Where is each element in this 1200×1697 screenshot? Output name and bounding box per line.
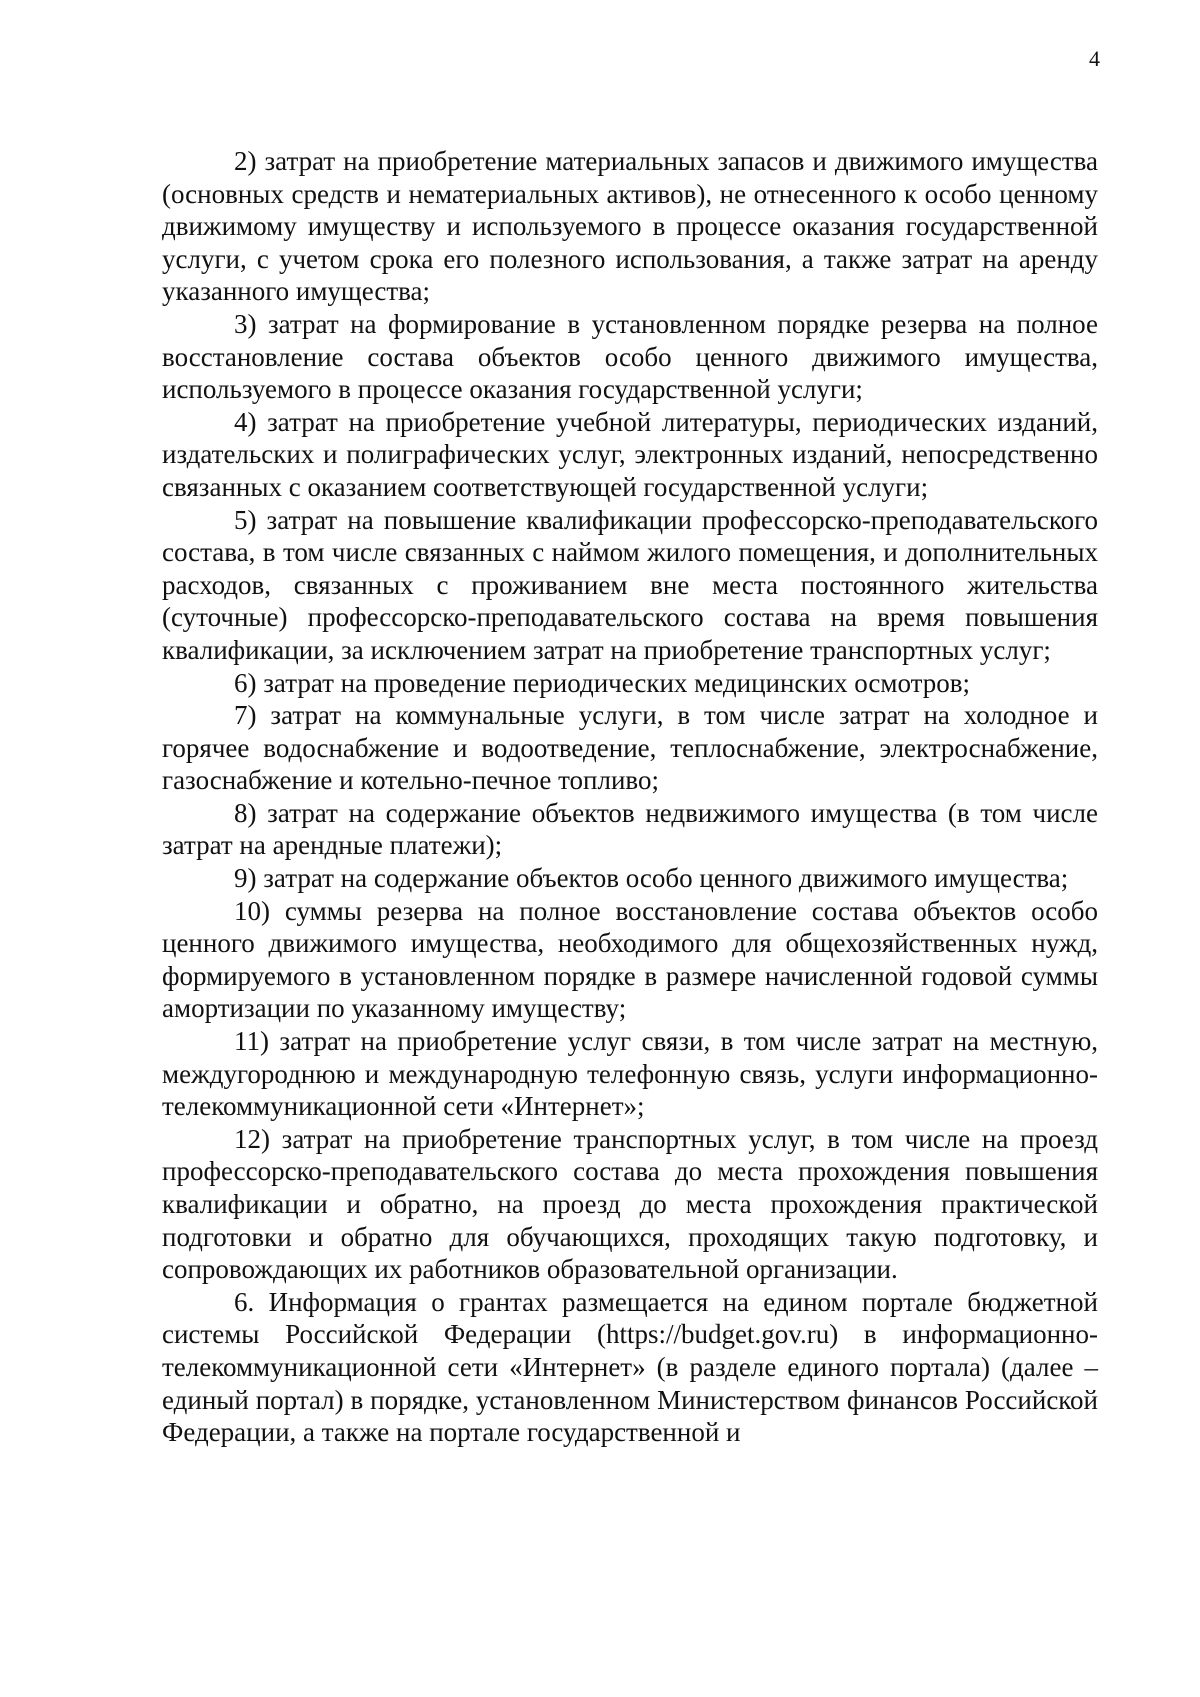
paragraph-item-10: 10) суммы резерва на полное восстановление состава объектов особо ценного движимого имущества, необходимого для общехозяйственных нужд, формируемого в установленном порядке в размере начисленной годовой суммы амортизации по указанному имуществу; (162, 895, 1098, 1024)
paragraph-item-2: 2) затрат на приобретение материальных запасов и движимого имущества (основных средств и нематериальных активов), не отнесенного к особо ценному движимому имуществу и используемого в процессе оказания государственной услуги, с учетом срока его полезного использования, а также затрат на аренду указанного имущества; (162, 146, 1098, 307)
paragraph-item-3: 3) затрат на формирование в установленном порядке резерва на полное восстановление состава объектов особо ценного движимого имущества, используемого в процессе оказания государственной услуги; (162, 308, 1098, 405)
paragraph-item-11: 11) затрат на приобретение услуг связи, в том числе затрат на местную, междугороднюю и международную телефонную связь, услуги информационно-телекоммуникационной сети «Интернет»; (162, 1026, 1098, 1122)
page-number: 4 (1089, 46, 1100, 71)
paragraph-item-6: 6) затрат на проведение периодических медицинских осмотров; (234, 667, 971, 698)
paragraph-item-8: 8) затрат на содержание объектов недвижимого имущества (в том числе затрат на арендные платежи); (162, 797, 1098, 861)
paragraph-item-7: 7) затрат на коммунальные услуги, в том числе затрат на холодное и горячее водоснабжение и водоотведение, теплоснабжение, электроснабжение, газоснабжение и котельно-печное топливо; (162, 700, 1098, 796)
paragraph-item-9: 9) затрат на содержание объектов особо ценного движимого имущества; (234, 863, 1069, 894)
paragraph-item-12: 12) затрат на приобретение транспортных услуг, в том числе на проезд профессорско-преподавательского состава до места прохождения повышения квалификации и обратно, на проезд до места прохождения практической подготовки и обратно для обучающихся, проходящих такую подготовку, и сопровождающих их работников образовательной организации. (162, 1123, 1098, 1285)
paragraph-item-5: 5) затрат на повышение квалификации профессорско-преподавательского состава, в том числе связанных с наймом жилого помещения, и дополнительных расходов, связанных с проживанием вне места постоянного жительства (суточные) профессорско-преподавательского состава на время повышения квалификации, за исключением затрат на приобретение транспортных услуг; (162, 504, 1098, 665)
paragraph-section-6: 6. Информация о грантах размещается на едином портале бюджетной системы Российской Федерации (https://budget.gov.ru) в информационно-телекоммуникационной сети «Интернет» (в разделе единого портала) (далее – единый портал) в порядке, установленном Министерством финансов Российской Федерации, а также на портале государственной и (162, 1286, 1098, 1448)
document-body (162, 145, 1098, 1449)
paragraph-item-4: 4) затрат на приобретение учебной литературы, периодических изданий, издательских и полиграфических услуг, электронных изданий, непосредственно связанных с оказанием соответствующей государственной услуги; (162, 406, 1098, 502)
